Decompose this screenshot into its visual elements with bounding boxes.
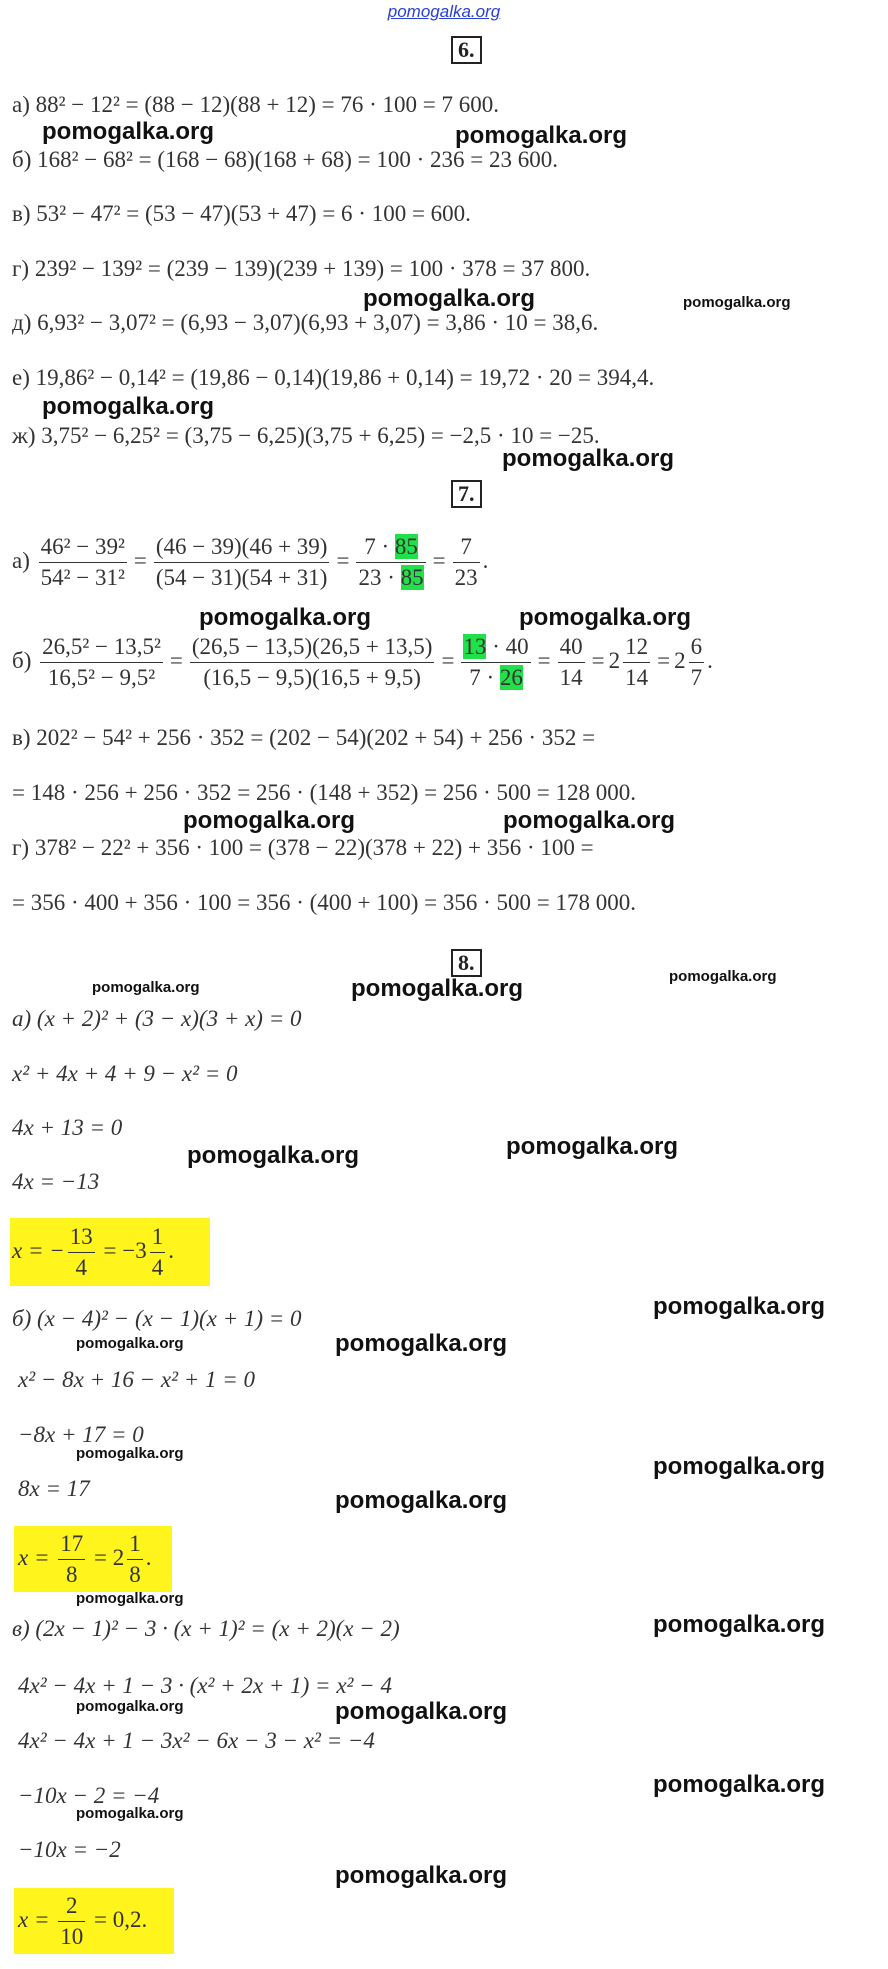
t7-a-label: а) bbox=[12, 547, 30, 573]
t7-v-line-2: = 148 · 256 + 256 · 352 = 256 · (148 + 352) = 256 · 500 = 128 000. bbox=[12, 780, 637, 805]
watermark: pomogalka.org bbox=[502, 445, 675, 472]
watermark: pomogalka.org bbox=[76, 1445, 184, 1462]
t8-a-line-2: x² + 4x + 4 + 9 − x² = 0 bbox=[12, 1061, 238, 1086]
t6-line-a: а) 88² − 12² = (88 − 12)(88 + 12) = 76 · 100 = 7 600. bbox=[12, 92, 500, 117]
task-number-8: 8. bbox=[451, 949, 482, 977]
t6-line-e: е) 19,86² − 0,14² = (19,86 − 0,14)(19,86 + 0,14) = 19,72 · 20 = 394,4. bbox=[12, 365, 655, 390]
watermark: pomogalka.org bbox=[335, 1862, 508, 1889]
task-number-7: 7. bbox=[451, 480, 482, 508]
watermark: pomogalka.org bbox=[335, 1330, 508, 1357]
watermark: pomogalka.org bbox=[76, 1698, 184, 1715]
watermark: pomogalka.org bbox=[92, 979, 200, 996]
t8-a-line-1: а) (x + 2)² + (3 − x)(3 + x) = 0 bbox=[12, 1006, 302, 1031]
watermark: pomogalka.org bbox=[519, 604, 692, 631]
t8-b-answer: x = $\frac{17}{8}$ = 2 $\frac{1}{8}$ . bbox=[18, 1531, 152, 1587]
t7-b-fraction-4: $\frac{40}{14}$ bbox=[559, 634, 583, 690]
watermark: pomogalka.org bbox=[653, 1453, 826, 1480]
watermark: pomogalka.org bbox=[76, 1590, 184, 1607]
t7-b-label: б) bbox=[12, 647, 32, 673]
t7-b-fraction-3: $\frac{13 \cdot 40}{7 \cdot 26}$ bbox=[463, 634, 529, 690]
t6-line-g: г) 239² − 139² = (239 − 139)(239 + 139) = 100 · 378 = 37 800. bbox=[12, 256, 591, 281]
watermark: pomogalka.org bbox=[76, 1335, 184, 1352]
t6-line-v: в) 53² − 47² = (53 − 47)(53 + 47) = 6 · 100 = 600. bbox=[12, 201, 471, 226]
t7-a-expression: а) $\frac{\text{46² − 39²}}{\text{54² − 31²}}$ = $\frac{(46 - 39)(46 + 39)}{(54 - 31)(54 + 31)}$ = $\frac{7 \cdot 85}{23 \cdot 85}$ = $\frac{7}{23}$ . bbox=[12, 532, 488, 593]
t8-b-line-2: x² − 8x + 16 − x² + 1 = 0 bbox=[18, 1367, 256, 1392]
watermark: pomogalka.org bbox=[183, 807, 356, 834]
t7-g-line-2: = 356 · 400 + 356 · 100 = 356 · (400 + 100) = 356 · 500 = 178 000. bbox=[12, 890, 637, 915]
watermark: pomogalka.org bbox=[653, 1771, 826, 1798]
t7-b-mixed-2: $\frac{6}{7}$ bbox=[690, 634, 703, 690]
t8-b-line-1: б) (x − 4)² − (x − 1)(x + 1) = 0 bbox=[12, 1306, 302, 1331]
watermark: pomogalka.org bbox=[653, 1611, 826, 1638]
t7-a-fraction-1: $\frac{\text{46² − 39²}}{\text{54² − 31²}}$ bbox=[40, 534, 125, 590]
t6-line-zh: ж) 3,75² − 6,25² = (3,75 − 6,25)(3,75 + 6,25) = −2,5 · 10 = −25. bbox=[12, 423, 600, 448]
t7-v-line-1: в) 202² − 54² + 256 · 352 = (202 − 54)(202 + 54) + 256 · 352 = bbox=[12, 725, 596, 750]
task-number-6: 6. bbox=[451, 36, 482, 64]
watermark: pomogalka.org bbox=[653, 1293, 826, 1320]
watermark: pomogalka.org bbox=[199, 604, 372, 631]
t7-a-fraction-3: $\frac{7 \cdot 85}{23 \cdot 85}$ bbox=[358, 534, 424, 590]
watermark: pomogalka.org bbox=[506, 1133, 679, 1160]
t8-v-line-4: −10x − 2 = −4 bbox=[18, 1783, 160, 1808]
t7-b-expression: б) $\frac{\text{26,5² − 13,5²}}{\text{16,5² − 9,5²}}$ = $\frac{(26,5 - 13,5)(26,5 + 13,5)}{(16,5 - 9,5)(16,5 + 9,5)}$ = $\frac{13 \cdot 40}{7 \cdot 26}$ = $\frac{40}{14}$ = 2 $\frac{12}{14}$ = 2 $\frac{6}{7}$ . bbox=[12, 632, 713, 693]
t7-a-fraction-2: $\frac{(46 - 39)(46 + 39)}{(54 - 31)(54 + 31)}$ bbox=[155, 534, 328, 590]
watermark: pomogalka.org bbox=[503, 807, 676, 834]
t8-a-line-4: 4x = −13 bbox=[12, 1169, 100, 1194]
t8-v-line-5: −10x = −2 bbox=[18, 1837, 121, 1862]
watermark: pomogalka.org bbox=[76, 1805, 184, 1822]
t6-line-b: б) 168² − 68² = (168 − 68)(168 + 68) = 100 · 236 = 23 600. bbox=[12, 147, 559, 172]
t7-a-fraction-4: $\frac{7}{23}$ bbox=[454, 534, 478, 590]
t8-v-line-1: в) (2x − 1)² − 3 · (x + 1)² = (x + 2)(x − 2) bbox=[12, 1616, 400, 1641]
watermark: pomogalka.org bbox=[335, 1698, 508, 1725]
site-link[interactable]: pomogalka.org bbox=[387, 2, 501, 21]
watermark: pomogalka.org bbox=[669, 968, 777, 985]
t8-b-line-3: −8x + 17 = 0 bbox=[18, 1422, 144, 1447]
watermark: pomogalka.org bbox=[335, 1487, 508, 1514]
watermark: pomogalka.org bbox=[187, 1142, 360, 1169]
t7-b-fraction-1: $\frac{\text{26,5² − 13,5²}}{\text{16,5² − 9,5²}}$ bbox=[42, 634, 161, 690]
t8-b-line-4: 8x = 17 bbox=[18, 1476, 90, 1501]
t6-line-d: д) 6,93² − 3,07² = (6,93 − 3,07)(6,93 + 3,07) = 3,86 · 10 = 38,6. bbox=[12, 310, 599, 335]
watermark: pomogalka.org bbox=[351, 975, 524, 1002]
t8-a-answer: x = − $\frac{13}{4}$ = −3 $\frac{1}{4}$ . bbox=[12, 1224, 174, 1280]
t8-v-line-3: 4x² − 4x + 1 − 3x² − 6x − 3 − x² = −4 bbox=[18, 1728, 375, 1753]
t7-g-line-1: г) 378² − 22² + 356 · 100 = (378 − 22)(378 + 22) + 356 · 100 = bbox=[12, 835, 594, 860]
t8-v-answer: x = $\frac{2}{10}$ = 0,2. bbox=[18, 1893, 148, 1949]
watermark: pomogalka.org bbox=[683, 294, 791, 311]
watermark: pomogalka.org bbox=[42, 393, 215, 420]
watermark: pomogalka.org bbox=[42, 118, 215, 145]
t7-b-mixed-1: $\frac{12}{14}$ bbox=[625, 634, 649, 690]
watermark: pomogalka.org bbox=[455, 122, 628, 149]
watermark: pomogalka.org bbox=[363, 285, 536, 312]
t8-a-line-3: 4x + 13 = 0 bbox=[12, 1115, 123, 1140]
t7-b-fraction-2: $\frac{(26,5 - 13,5)(26,5 + 13,5)}{(16,5 - 9,5)(16,5 + 9,5)}$ bbox=[191, 634, 433, 690]
t8-v-line-2: 4x² − 4x + 1 − 3 · (x² + 2x + 1) = x² − 4 bbox=[18, 1673, 392, 1698]
